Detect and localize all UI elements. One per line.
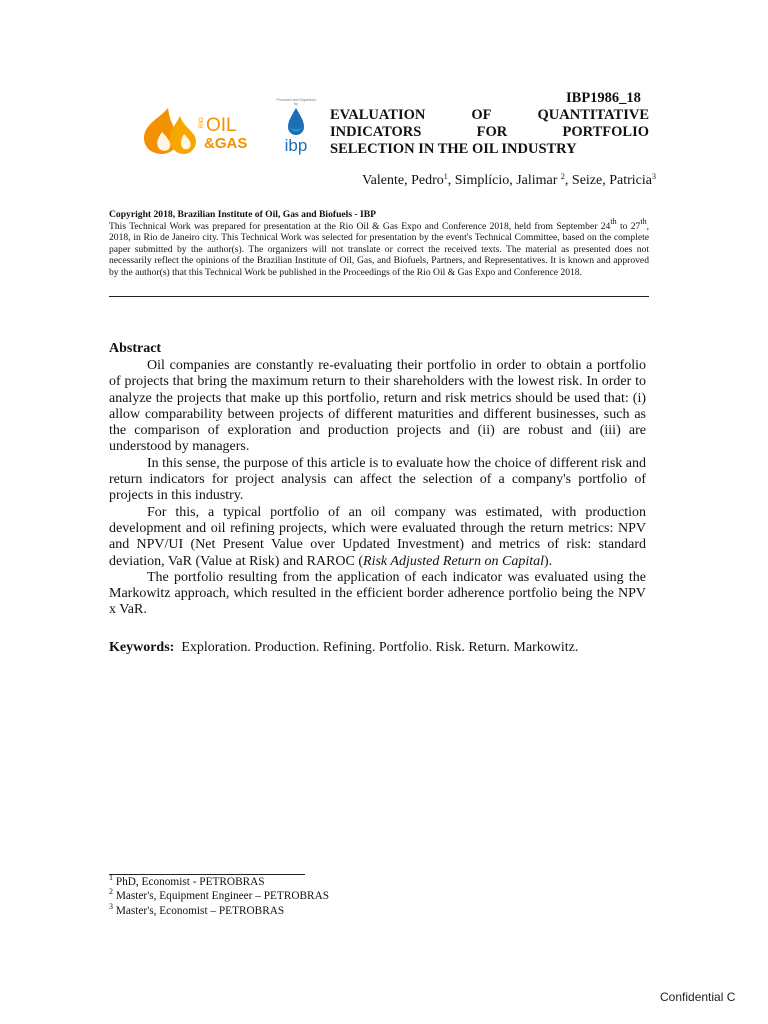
paper-title <box>330 107 649 158</box>
copyright-title: Copyright 2018, Brazilian Institute of Oil, Gas and Biofuels - IBP <box>109 209 377 220</box>
abstract-p3-italic: Risk Adjusted Return on Capital <box>363 553 545 569</box>
abstract-paragraph-1: Oil companies are constantly re-evaluating their portfolio in order to obtain a portfolio of projects that bring the maximum return to their shareholders with the lowest risk. In order to analyze the projects that make up this portfolio, return and risk metrics should be used that: (i) allow comparability between projects of different maturities and different businesses, such as the comparison of exploration and production projects and (ii) are robust and (iii) are understood by managers. <box>109 358 646 455</box>
paper-title-word: INDICATORS <box>330 124 422 140</box>
author-separator: , <box>564 173 572 188</box>
paper-title-word: PORTFOLIO <box>562 124 649 140</box>
footnote-item <box>109 901 329 918</box>
abstract-paragraph-4: The portfolio resulting from the application of each indicator was evaluated using the Markowitz approach, which resulted in the efficient border adherence portfolio being the NPV x VaR. <box>109 569 646 618</box>
rio-logo-prefix: RIO <box>199 117 205 128</box>
copyright-notice <box>109 209 649 279</box>
abstract-heading: Abstract <box>109 341 162 356</box>
paper-title-word: OF <box>471 107 492 123</box>
abstract-paragraph-2: In this sense, the purpose of this article is to evaluate how the choice of different risk and return indicators for project analysis can affect the selection of a company's portfolio of projects in this industry. <box>109 455 646 504</box>
footnote-text: Master's, Economist – PETROBRAS <box>113 904 285 917</box>
paper-title-word: FOR <box>476 124 508 140</box>
footnote-item <box>109 875 329 889</box>
copyright-text-2: to 27 <box>616 220 641 232</box>
keywords-text: Exploration. Production. Refining. Portfolio. Risk. Return. Markowitz. <box>181 640 579 655</box>
author-affiliation-number: 1 <box>443 172 448 181</box>
ibp-logo <box>276 98 316 158</box>
author-affiliation-number: 2 <box>560 172 565 181</box>
paper-title-line <box>330 107 649 124</box>
keywords-label: Keywords: <box>109 640 175 655</box>
author-separator: , <box>447 173 455 188</box>
paper-title-word: SELECTION IN THE OIL INDUSTRY <box>330 141 577 157</box>
author-name: Valente, Pedro <box>362 173 444 188</box>
author-name: Seize, Patricia <box>571 173 652 188</box>
author-name: Simplício, Jalimar <box>454 173 561 188</box>
abstract-p3-text: For this, a typical portfolio of an oil company was estimated, with production development and oil refining projects, which were evaluated through the return metrics: NPV and NPV/UI (Net Present Value over Updated Investment) and metrics of risk: standard deviation, VaR (Value at Risk) and RAROC ( <box>109 504 646 569</box>
copyright-body <box>109 216 649 279</box>
confidential-label: Confidential C <box>660 990 736 1004</box>
footnote-item <box>109 889 329 903</box>
paper-title-line <box>330 141 649 158</box>
paper-id: IBP1986_18 <box>566 90 641 106</box>
copyright-sup-2: th <box>640 216 647 226</box>
rio-logo-word-oil: OIL <box>206 115 237 136</box>
author-list <box>330 173 656 189</box>
ibp-logo-word: ibp <box>284 136 308 155</box>
footnote-number: 1 <box>109 873 113 882</box>
footnote-number: 2 <box>109 887 113 897</box>
rio-logo-word-gas: &GAS <box>204 135 248 152</box>
ibp-logo-caption: Promoted and Organized by <box>276 98 316 106</box>
copyright-sup-1: th <box>610 216 617 226</box>
abstract-body <box>109 358 646 619</box>
footnote-text: PhD, Economist - PETROBRAS <box>113 876 265 888</box>
paper-title-line <box>330 124 649 141</box>
copyright-text-3: , 2018, in Rio de Janeiro city. This Technical Work was selected for presentation by the event's Technical Committee, based on the complete paper submitted by the author(s). The organizers will not translate or correct the received texts. The material as presented does not necessarily reflect the opinions of the Brazilian Institute of Oil, Gas, and Biofuels, Partners, and Representatives. It is known and approved by the author(s) that this Technical Work be published in the Proceedings of the Rio Oil & Gas Expo and Conference 2018. <box>109 220 649 278</box>
author-affiliation-number: 3 <box>652 172 656 181</box>
copyright-text-1: This Technical Work was prepared for presentation at the Rio Oil & Gas Expo and Conference 2018, held from September 24 <box>109 220 611 232</box>
paper-title-word: QUANTITATIVE <box>537 107 649 123</box>
footnote-number: 3 <box>109 901 113 911</box>
abstract-paragraph-3 <box>109 505 646 570</box>
rio-oil-gas-logo <box>140 104 248 156</box>
keywords-line <box>109 640 578 656</box>
copyright-divider <box>109 296 649 297</box>
abstract-p3-end: ). <box>544 553 553 569</box>
footnotes <box>109 875 329 918</box>
footnote-text: Master's, Equipment Engineer – PETROBRAS <box>113 890 330 903</box>
paper-title-word: EVALUATION <box>330 107 426 123</box>
